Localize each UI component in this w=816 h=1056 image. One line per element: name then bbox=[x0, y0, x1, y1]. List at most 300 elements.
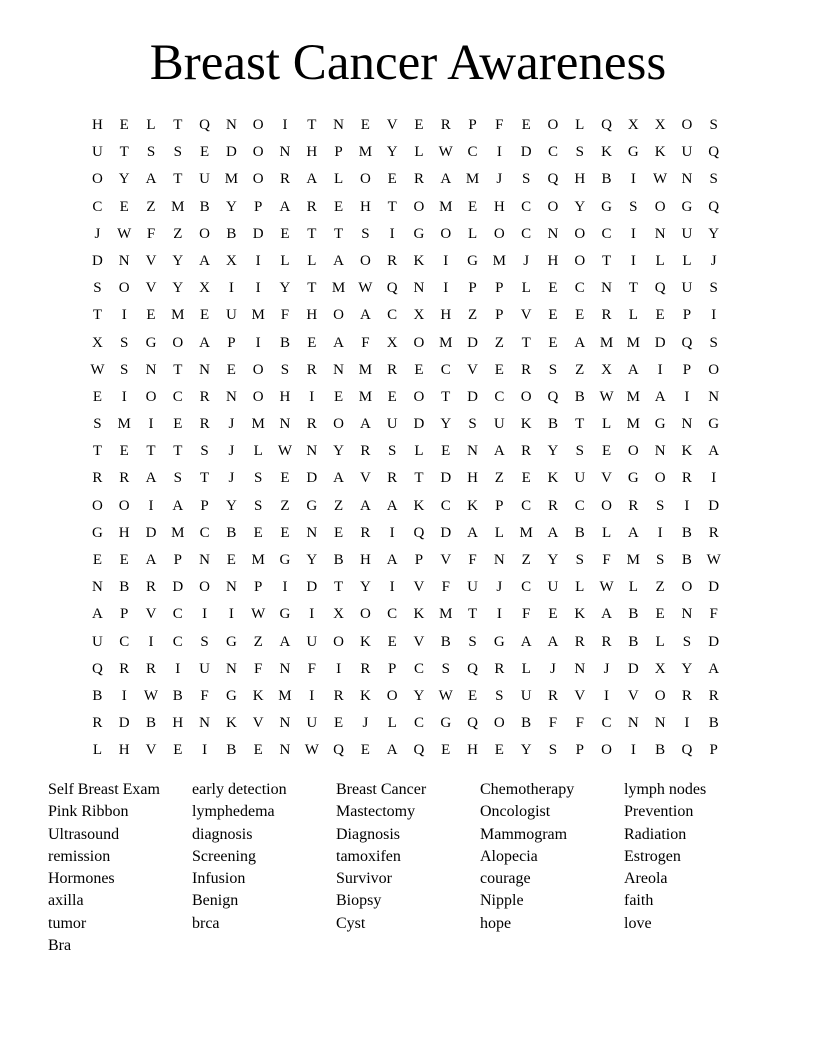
grid-letter: L bbox=[387, 715, 397, 732]
grid-letter: H bbox=[467, 470, 478, 487]
word-list-item: Survivor bbox=[336, 870, 392, 888]
grid-letter: G bbox=[225, 633, 237, 650]
grid-letter: D bbox=[708, 497, 720, 514]
grid-letter: N bbox=[708, 388, 720, 405]
grid-letter: K bbox=[654, 144, 666, 161]
grid-letter: H bbox=[118, 524, 130, 541]
grid-letter: G bbox=[493, 633, 505, 650]
grid-letter: O bbox=[359, 171, 371, 188]
grid-letter: O bbox=[601, 742, 612, 759]
grid-letter: C bbox=[172, 606, 183, 623]
grid-letter: A bbox=[279, 198, 291, 215]
grid-letter: P bbox=[468, 117, 477, 133]
grid-letter: S bbox=[254, 497, 263, 514]
word-list-item: Diagnosis bbox=[336, 825, 400, 843]
word-list-item: Bra bbox=[48, 937, 72, 955]
grid-letter: E bbox=[280, 470, 290, 487]
grid-letter: X bbox=[333, 606, 344, 623]
grid-letter: O bbox=[493, 715, 505, 732]
grid-letter: C bbox=[521, 579, 532, 596]
grid-letter: I bbox=[336, 660, 342, 677]
grid-letter: Y bbox=[574, 198, 586, 215]
grid-letter: O bbox=[118, 280, 130, 297]
grid-letter: S bbox=[93, 416, 102, 433]
grid-letter: E bbox=[307, 334, 317, 351]
grid-letter: U bbox=[493, 416, 505, 433]
grid-letter: O bbox=[681, 117, 693, 133]
grid-letter: N bbox=[547, 225, 559, 242]
grid-letter: G bbox=[145, 334, 157, 351]
grid-letter: I bbox=[389, 579, 395, 596]
grid-letter: B bbox=[119, 579, 130, 596]
grid-letter: D bbox=[91, 252, 103, 269]
grid-letter: F bbox=[548, 715, 558, 732]
grid-letter: A bbox=[199, 334, 210, 351]
grid-letter: L bbox=[575, 117, 585, 133]
word-list-item: lymphedema bbox=[192, 803, 275, 821]
grid-letter: E bbox=[494, 742, 504, 759]
grid-letter: N bbox=[199, 361, 210, 378]
grid-letter: U bbox=[199, 171, 210, 188]
grid-letter: V bbox=[252, 715, 264, 732]
grid-letter: I bbox=[309, 606, 315, 623]
grid-letter: H bbox=[279, 388, 291, 405]
grid-letter: W bbox=[599, 388, 614, 405]
grid-letter: T bbox=[92, 307, 102, 324]
grid-letter: Z bbox=[494, 334, 504, 351]
grid-letter: V bbox=[627, 687, 639, 704]
grid-letter: E bbox=[467, 198, 478, 215]
grid-letter: B bbox=[226, 742, 237, 759]
grid-letter: P bbox=[334, 144, 343, 161]
grid-letter: S bbox=[173, 470, 182, 487]
grid-letter: M bbox=[171, 307, 185, 324]
grid-letter: J bbox=[496, 579, 503, 596]
word-list-item: tamoxifen bbox=[336, 847, 401, 865]
grid-letter: A bbox=[467, 524, 478, 541]
grid-letter: N bbox=[225, 579, 237, 596]
grid-letter: L bbox=[146, 117, 156, 133]
grid-letter: N bbox=[654, 443, 666, 460]
grid-letter: M bbox=[117, 416, 131, 433]
word-list-item: tumor bbox=[48, 914, 87, 932]
grid-letter: T bbox=[601, 252, 612, 269]
grid-letter: E bbox=[333, 388, 344, 405]
grid-letter: C bbox=[413, 715, 424, 732]
grid-letter: N bbox=[225, 660, 237, 677]
grid-letter: Q bbox=[91, 660, 103, 677]
grid-letter: Y bbox=[279, 280, 291, 297]
grid-letter: J bbox=[523, 252, 530, 269]
grid-letter: E bbox=[119, 443, 129, 460]
grid-letter: U bbox=[681, 280, 693, 297]
grid-letter: I bbox=[309, 687, 315, 704]
grid-letter: Z bbox=[467, 307, 478, 324]
grid-letter: U bbox=[547, 579, 559, 596]
grid-letter: C bbox=[387, 606, 398, 623]
grid-letter: G bbox=[467, 252, 478, 269]
grid-letter: L bbox=[655, 252, 665, 269]
grid-letter: E bbox=[280, 524, 290, 541]
grid-letter: D bbox=[252, 225, 264, 242]
grid-letter: W bbox=[438, 687, 453, 704]
grid-letter: B bbox=[574, 524, 585, 541]
grid-letter: M bbox=[251, 416, 265, 433]
grid-letter: M bbox=[626, 416, 640, 433]
grid-letter: Q bbox=[467, 715, 478, 732]
grid-letter: C bbox=[521, 497, 532, 514]
grid-letter: V bbox=[413, 579, 425, 596]
grid-letter: B bbox=[333, 552, 344, 568]
grid-letter: V bbox=[386, 117, 398, 133]
grid-letter: S bbox=[200, 633, 209, 650]
grid-letter: K bbox=[547, 470, 559, 487]
grid-letter: R bbox=[413, 171, 424, 188]
grid-letter: S bbox=[521, 171, 531, 188]
word-list-item: hope bbox=[480, 914, 512, 932]
grid-letter: T bbox=[173, 117, 183, 133]
grid-letter: A bbox=[91, 606, 103, 623]
word-list-item: lymph nodes bbox=[624, 781, 707, 798]
grid-letter: Y bbox=[306, 552, 318, 568]
word-list-item: Infusion bbox=[192, 870, 246, 888]
grid-letter: R bbox=[708, 687, 719, 704]
grid-letter: I bbox=[389, 225, 395, 242]
grid-letter: H bbox=[359, 198, 371, 215]
grid-letter: S bbox=[575, 144, 584, 161]
grid-letter: E bbox=[173, 742, 183, 759]
grid-letter: A bbox=[386, 497, 398, 514]
grid-letter: R bbox=[547, 687, 558, 704]
grid-letter: W bbox=[706, 552, 721, 568]
grid-letter: Q bbox=[601, 117, 612, 133]
grid-letter: A bbox=[359, 307, 371, 324]
grid-letter: C bbox=[199, 524, 210, 541]
grid-letter: Z bbox=[146, 198, 156, 215]
grid-letter: V bbox=[467, 361, 478, 378]
grid-letter: D bbox=[306, 579, 318, 596]
grid-letter: L bbox=[280, 252, 290, 269]
grid-letter: I bbox=[443, 252, 449, 269]
grid-letter: R bbox=[360, 660, 371, 677]
grid-letter: D bbox=[225, 144, 237, 161]
grid-letter: I bbox=[228, 280, 234, 297]
grid-letter: M bbox=[439, 198, 453, 215]
grid-letter: A bbox=[306, 171, 318, 188]
grid-letter: Y bbox=[708, 225, 720, 242]
grid-letter: J bbox=[603, 660, 610, 677]
grid-letter: G bbox=[306, 497, 318, 514]
grid-letter: E bbox=[226, 361, 236, 378]
grid-letter: Q bbox=[654, 280, 666, 297]
grid-letter: N bbox=[279, 660, 291, 677]
word-list-item: Estrogen bbox=[624, 847, 681, 865]
grid-letter: L bbox=[414, 443, 424, 460]
grid-letter: S bbox=[441, 660, 450, 677]
grid-letter: W bbox=[304, 742, 319, 759]
grid-letter: G bbox=[601, 198, 612, 215]
grid-letter: E bbox=[494, 361, 504, 378]
grid-letter: A bbox=[359, 416, 371, 433]
grid-letter: T bbox=[119, 144, 129, 161]
grid-letter: K bbox=[413, 606, 425, 623]
grid-letter: P bbox=[227, 334, 236, 351]
grid-letter: S bbox=[146, 144, 156, 161]
grid-letter: P bbox=[468, 280, 477, 297]
grid-letter: M bbox=[599, 334, 614, 351]
grid-letter: E bbox=[441, 742, 451, 759]
grid-letter: R bbox=[306, 361, 317, 378]
grid-letter: R bbox=[92, 470, 103, 487]
grid-letter: N bbox=[681, 606, 693, 623]
grid-letter: C bbox=[601, 715, 612, 732]
grid-letter: M bbox=[278, 687, 292, 704]
grid-letter: O bbox=[574, 225, 586, 242]
grid-letter: O bbox=[413, 334, 425, 351]
grid-letter: M bbox=[626, 334, 640, 351]
grid-letter: W bbox=[90, 361, 105, 378]
grid-letter: I bbox=[202, 742, 208, 759]
grid-letter: A bbox=[708, 443, 720, 460]
grid-letter: J bbox=[228, 470, 235, 487]
grid-letter: U bbox=[681, 225, 693, 242]
grid-letter: A bbox=[547, 633, 559, 650]
grid-letter: N bbox=[306, 443, 318, 460]
grid-letter: F bbox=[361, 334, 370, 351]
grid-letter: K bbox=[520, 416, 532, 433]
grid-letter: H bbox=[467, 742, 478, 759]
grid-letter: E bbox=[387, 633, 397, 650]
grid-letter: M bbox=[519, 524, 533, 541]
grid-letter: K bbox=[413, 252, 425, 269]
grid-letter: R bbox=[199, 416, 210, 433]
grid-letter: E bbox=[414, 361, 424, 378]
grid-letter: T bbox=[307, 280, 317, 297]
grid-letter: O bbox=[333, 307, 344, 324]
grid-letter: N bbox=[681, 171, 693, 188]
grid-letter: F bbox=[280, 307, 290, 324]
grid-letter: M bbox=[251, 307, 265, 324]
grid-letter: R bbox=[521, 443, 532, 460]
grid-letter: C bbox=[521, 225, 532, 242]
grid-letter: E bbox=[200, 144, 210, 161]
grid-letter: H bbox=[172, 715, 184, 732]
grid-letter: O bbox=[91, 171, 103, 188]
grid-letter: B bbox=[145, 715, 156, 732]
grid-letter: S bbox=[120, 334, 129, 351]
grid-letter: L bbox=[521, 280, 531, 297]
grid-letter: F bbox=[307, 660, 316, 677]
grid-letter: A bbox=[708, 660, 720, 677]
grid-letter: I bbox=[496, 144, 502, 161]
grid-letter: M bbox=[171, 198, 185, 215]
grid-letter: U bbox=[520, 687, 532, 704]
grid-letter: A bbox=[386, 552, 398, 568]
grid-letter: N bbox=[493, 552, 505, 568]
grid-letter: L bbox=[467, 225, 478, 242]
grid-letter: I bbox=[255, 334, 261, 351]
grid-letter: E bbox=[333, 524, 344, 541]
word-list-item: Nipple bbox=[480, 892, 524, 910]
grid-letter: E bbox=[521, 117, 531, 133]
word-list-item: faith bbox=[624, 892, 654, 910]
grid-letter: I bbox=[604, 687, 610, 704]
grid-letter: Q bbox=[681, 742, 693, 759]
grid-letter: A bbox=[333, 252, 344, 269]
grid-letter: S bbox=[709, 171, 718, 188]
grid-letter: Z bbox=[333, 497, 344, 514]
grid-letter: L bbox=[655, 633, 665, 650]
grid-letter: N bbox=[279, 715, 291, 732]
grid-letter: Y bbox=[172, 280, 184, 297]
grid-letter: K bbox=[359, 687, 371, 704]
grid-letter: I bbox=[389, 524, 395, 541]
grid-letter: E bbox=[253, 742, 263, 759]
grid-letter: R bbox=[628, 497, 639, 514]
grid-letter: K bbox=[574, 606, 586, 623]
grid-letter: F bbox=[602, 552, 611, 568]
grid-letter: Z bbox=[494, 470, 504, 487]
grid-letter: R bbox=[92, 715, 103, 732]
grid-letter: X bbox=[386, 334, 398, 351]
grid-letter: M bbox=[171, 524, 185, 541]
grid-letter: E bbox=[548, 334, 558, 351]
grid-letter: P bbox=[200, 497, 209, 514]
grid-letter: K bbox=[601, 144, 612, 161]
grid-letter: P bbox=[414, 552, 424, 568]
grid-letter: H bbox=[306, 307, 318, 324]
grid-letter: O bbox=[199, 579, 210, 596]
grid-letter: D bbox=[306, 470, 318, 487]
grid-letter: L bbox=[575, 579, 585, 596]
grid-letter: X bbox=[654, 660, 666, 677]
grid-letter: P bbox=[709, 742, 718, 759]
word-list-item: Radiation bbox=[624, 825, 687, 843]
grid-letter: I bbox=[282, 579, 288, 596]
grid-letter: B bbox=[172, 687, 183, 704]
grid-letter: S bbox=[548, 361, 558, 378]
grid-letter: U bbox=[306, 715, 318, 732]
grid-letter: O bbox=[654, 198, 666, 215]
grid-letter: Y bbox=[118, 171, 130, 188]
grid-letter: I bbox=[175, 660, 181, 677]
grid-letter: G bbox=[627, 144, 639, 161]
grid-letter: I bbox=[148, 497, 154, 514]
word-list-item: Areola bbox=[624, 870, 668, 888]
grid-letter: E bbox=[601, 443, 612, 460]
grid-letter: I bbox=[228, 606, 234, 623]
grid-letter: R bbox=[387, 361, 398, 378]
grid-letter: I bbox=[496, 606, 502, 623]
grid-letter: I bbox=[255, 252, 261, 269]
grid-letter: R bbox=[708, 524, 719, 541]
word-list-item: Benign bbox=[192, 892, 239, 910]
grid-letter: D bbox=[440, 524, 452, 541]
grid-letter: M bbox=[331, 280, 346, 297]
grid-letter: O bbox=[627, 443, 639, 460]
grid-letter: S bbox=[200, 443, 209, 460]
grid-letter: N bbox=[654, 225, 666, 242]
grid-letter: U bbox=[199, 660, 210, 677]
grid-letter: I bbox=[202, 606, 208, 623]
grid-letter: O bbox=[145, 388, 157, 405]
grid-letter: R bbox=[494, 660, 505, 677]
grid-letter: N bbox=[681, 416, 693, 433]
grid-letter: O bbox=[547, 117, 559, 133]
grid-letter: V bbox=[145, 742, 157, 759]
grid-letter: O bbox=[708, 361, 720, 378]
grid-letter: R bbox=[387, 470, 398, 487]
grid-letter: E bbox=[226, 552, 236, 568]
grid-letter: U bbox=[681, 144, 693, 161]
grid-letter: N bbox=[333, 117, 344, 133]
grid-letter: D bbox=[172, 579, 184, 596]
grid-letter: E bbox=[548, 280, 558, 297]
grid-letter: I bbox=[684, 497, 690, 514]
grid-letter: S bbox=[468, 633, 477, 650]
grid-letter: A bbox=[627, 524, 639, 541]
grid-letter: Z bbox=[575, 361, 585, 378]
grid-letter: P bbox=[495, 280, 504, 297]
grid-letter: B bbox=[708, 715, 719, 732]
grid-letter: L bbox=[601, 524, 612, 541]
word-list-item: brca bbox=[192, 914, 220, 932]
word-list-item: Chemotherapy bbox=[480, 781, 575, 798]
grid-letter: Q bbox=[467, 660, 478, 677]
grid-letter: K bbox=[413, 497, 425, 514]
grid-letter: E bbox=[92, 388, 102, 405]
grid-letter: B bbox=[681, 524, 692, 541]
grid-letter: N bbox=[467, 443, 478, 460]
grid-letter: T bbox=[173, 443, 183, 460]
grid-letter: B bbox=[547, 416, 558, 433]
grid-letter: W bbox=[117, 225, 132, 242]
grid-letter: A bbox=[359, 497, 371, 514]
grid-letter: U bbox=[91, 633, 103, 650]
grid-letter: T bbox=[521, 334, 531, 351]
grid-letter: N bbox=[601, 280, 612, 297]
grid-letter: L bbox=[414, 144, 424, 161]
grid-letter: E bbox=[119, 198, 129, 215]
grid-letter: P bbox=[120, 606, 129, 623]
grid-letter: T bbox=[575, 416, 585, 433]
grid-letter: A bbox=[493, 443, 505, 460]
grid-letter: N bbox=[199, 715, 210, 732]
grid-letter: E bbox=[655, 307, 665, 324]
grid-letter: V bbox=[145, 280, 157, 297]
grid-letter: A bbox=[145, 171, 157, 188]
grid-letter: P bbox=[254, 579, 263, 596]
grid-letter: T bbox=[333, 225, 344, 242]
grid-letter: Y bbox=[225, 497, 237, 514]
grid-letter: A bbox=[199, 252, 210, 269]
word-list-item: Mastectomy bbox=[336, 803, 416, 821]
grid-letter: H bbox=[493, 198, 505, 215]
word-list bbox=[48, 779, 768, 957]
grid-letter: X bbox=[601, 361, 612, 378]
grid-letter: O bbox=[386, 687, 398, 704]
grid-letter: R bbox=[279, 171, 290, 188]
grid-letter: C bbox=[467, 144, 478, 161]
grid-letter: Y bbox=[413, 687, 425, 704]
grid-letter: A bbox=[145, 552, 157, 568]
grid-letter: S bbox=[655, 497, 665, 514]
grid-letter: P bbox=[173, 552, 182, 568]
grid-letter: R bbox=[681, 687, 692, 704]
grid-letter: B bbox=[628, 606, 639, 623]
grid-letter: N bbox=[279, 742, 291, 759]
grid-letter: Q bbox=[708, 144, 720, 161]
